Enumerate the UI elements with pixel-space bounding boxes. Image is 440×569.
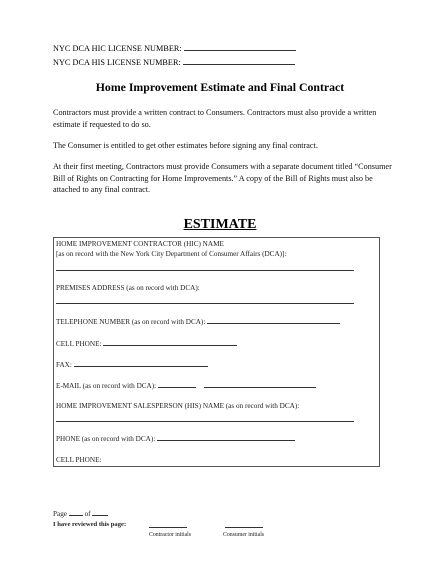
premises-address-label: PREMISES ADDRESS (as on record with DCA): [56, 284, 200, 292]
page-label: Page [53, 510, 67, 518]
cell-phone-label: CELL PHONE: [56, 340, 102, 348]
email-row [56, 381, 316, 390]
email-label: E-MAIL (as on record with DCA): [56, 382, 157, 390]
fax-label: FAX: [56, 361, 72, 369]
paragraph-written-contract: Contractors must provide a written contract to Consumers. Contractors must also provide a written estimate if requested to do so. [53, 108, 377, 129]
his-license-row [53, 58, 295, 67]
salesperson-field[interactable] [56, 421, 354, 422]
fax-row [56, 360, 208, 369]
cell-phone-row [56, 339, 237, 348]
consumer-initials-label: Consumer initials [223, 532, 265, 538]
contractor-name-field[interactable] [56, 270, 354, 271]
telephone-label: TELEPHONE NUMBER (as on record with DCA): [56, 318, 206, 326]
phone-row [56, 434, 295, 443]
estimate-form-box [53, 237, 380, 467]
phone-field[interactable] [157, 434, 295, 441]
telephone-field[interactable] [207, 317, 340, 324]
his-license-field[interactable] [183, 58, 295, 65]
paragraph-bill-of-rights: At their first meeting, Contractors must provide Consumers with a separate document titled “Consumer Bill of Rights on Contracting for Home Improvements.” A copy of the Bill of Rights must also be attached to any final contract. [53, 162, 392, 195]
estimate-heading: ESTIMATE [183, 217, 257, 232]
hic-license-label: NYC DCA HIC LICENSE NUMBER: [53, 44, 182, 53]
paragraph-other-estimates: The Consumer is entitled to get other estimates before signing any final contract. [53, 141, 318, 150]
page-title: Home Improvement Estimate and Final Contract [95, 80, 345, 94]
telephone-row [56, 317, 340, 326]
contractor-name-label: HOME IMPROVEMENT CONTRACTOR (HIC) NAME [56, 240, 224, 248]
hic-license-row [53, 44, 296, 53]
email-field-user[interactable] [158, 381, 196, 388]
contractor-note-label: [as on record with the New York City Department of Consumer Affairs (DCA)]: [56, 250, 287, 258]
page-number-row [53, 509, 108, 518]
email-field-domain[interactable] [204, 381, 316, 388]
contractor-initials-label: Contractor initials [149, 532, 192, 538]
contractor-initials-field[interactable] [149, 527, 187, 528]
cell-phone-2-label: CELL PHONE: [56, 456, 102, 464]
cell-phone-field[interactable] [103, 339, 237, 346]
page-total-field[interactable] [92, 509, 108, 516]
his-license-label: NYC DCA HIS LICENSE NUMBER: [53, 58, 181, 67]
consumer-initials-field[interactable] [225, 527, 263, 528]
page-number-field[interactable] [69, 509, 83, 516]
reviewed-label: I have reviewed this page: [53, 521, 127, 528]
phone-label: PHONE (as on record with DCA): [56, 435, 156, 443]
hic-license-field[interactable] [184, 44, 296, 51]
salesperson-label: HOME IMPROVEMENT SALESPERSON (HIS) NAME (as on record with DCA): [56, 402, 300, 410]
fax-field[interactable] [74, 360, 208, 367]
premises-address-field[interactable] [56, 303, 354, 304]
of-label: of [84, 510, 91, 518]
